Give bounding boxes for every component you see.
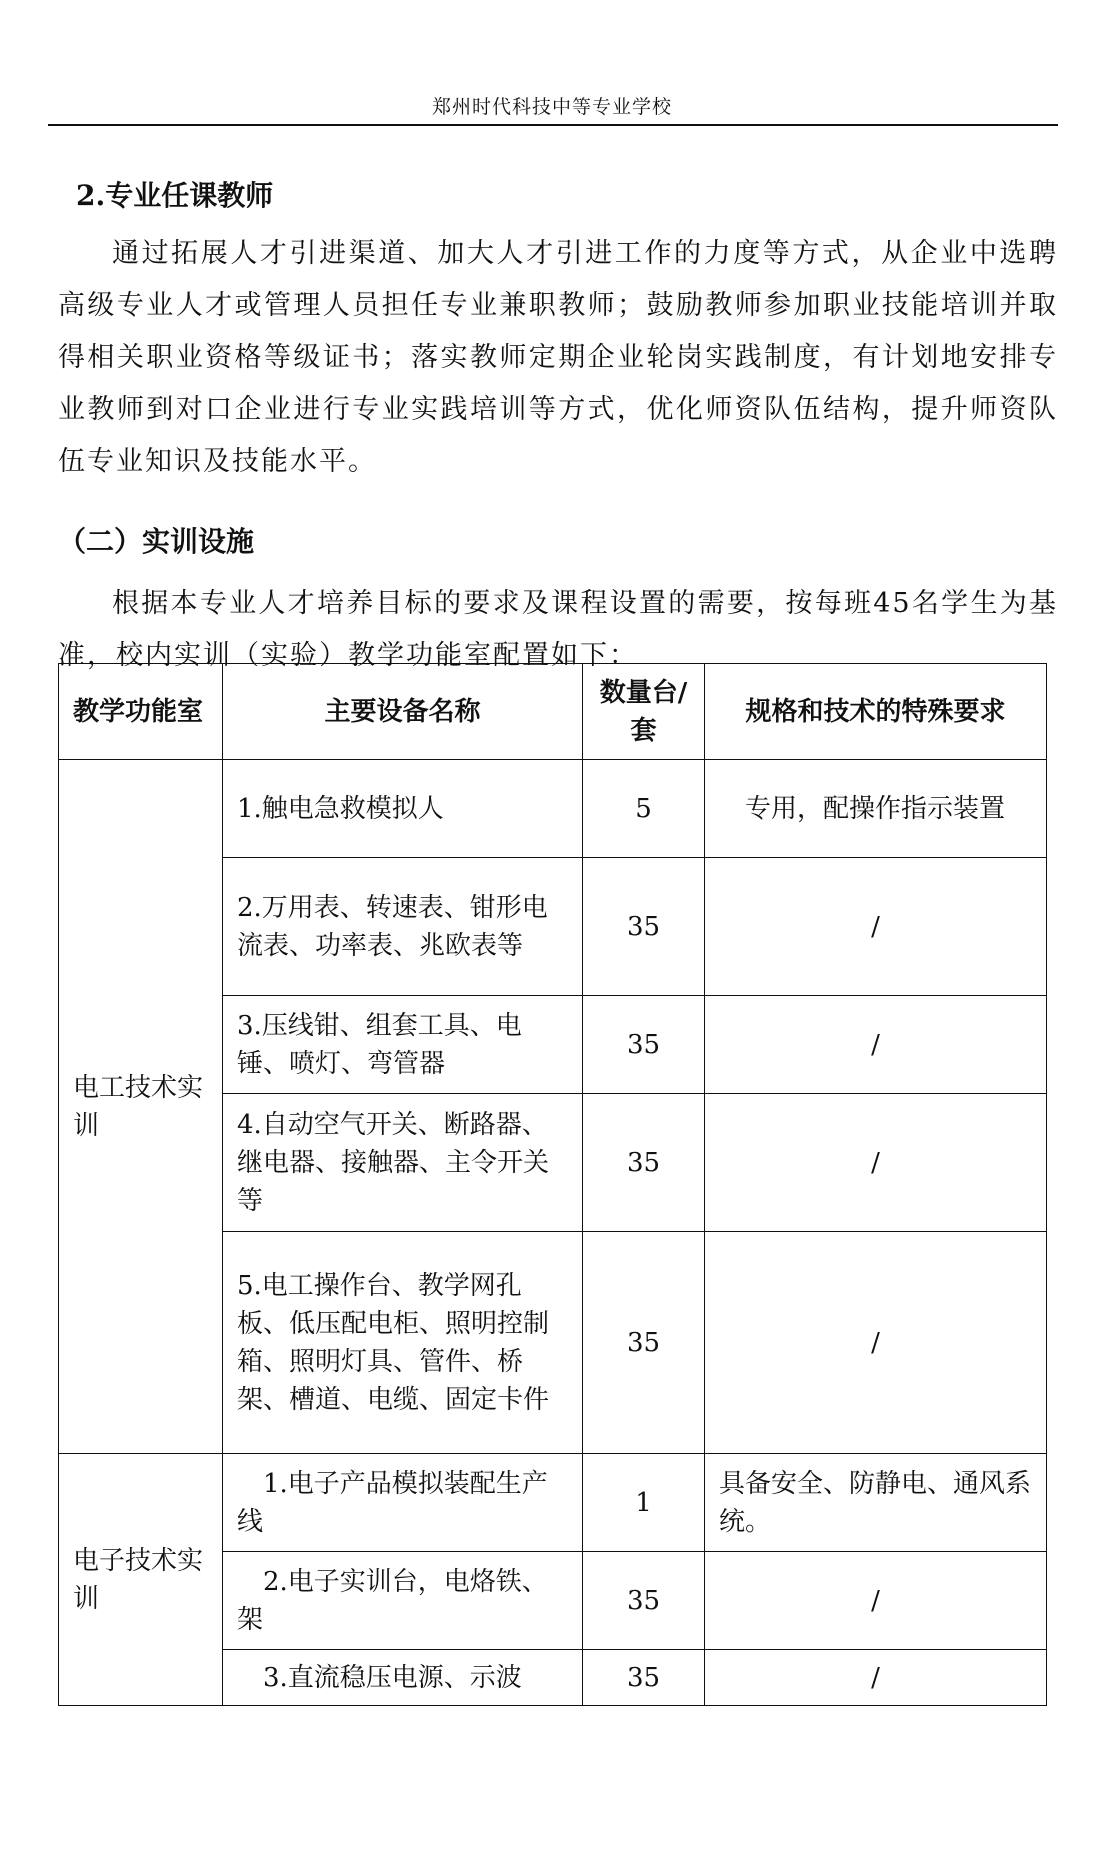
facilities-paragraph: 根据本专业人才培养目标的要求及课程设置的需要，按每班45名学生为基准，校内实训（实验）教学功能室配置如下： [58,588,1058,671]
table-row [59,760,1047,858]
header-room: 教学功能室 [59,664,223,760]
qty-cell: 35 [583,858,705,996]
section-heading-teachers: 2.专业任课教师 [76,179,274,212]
spec-cell: / [705,1552,1047,1650]
equipment-cell: 1.触电急救模拟人 [223,760,583,858]
spec-cell: 专用，配操作指示装置 [705,760,1047,858]
spec-cell: / [705,996,1047,1094]
room-cell: 电子技术实训 [59,1454,223,1706]
table-header-row [59,664,1047,760]
equipment-cell: 3.压线钳、组套工具、电锤、喷灯、弯管器 [223,996,583,1094]
header-equipment: 主要设备名称 [223,664,583,760]
header-spec: 规格和技术的特殊要求 [705,664,1047,760]
spec-cell: / [705,1232,1047,1454]
equipment-cell: 3.直流稳压电源、示波 [223,1650,583,1706]
table-row [59,1454,1047,1552]
equipment-cell: 1.电子产品模拟装配生产线 [223,1454,583,1552]
equipment-cell: 5.电工操作台、教学网孔板、低压配电柜、照明控制箱、照明灯具、管件、桥架、槽道、电缆、固定卡件 [223,1232,583,1454]
spec-cell: / [705,1094,1047,1232]
header-rule [48,124,1058,126]
equipment-cell: 4.自动空气开关、断路器、继电器、接触器、主令开关等 [223,1094,583,1232]
qty-cell: 35 [583,996,705,1094]
qty-cell: 35 [583,1094,705,1232]
spec-cell: / [705,1650,1047,1706]
qty-cell: 35 [583,1552,705,1650]
header-qty: 数量台/套 [583,664,705,760]
page-header: 郑州时代科技中等专业学校 [431,96,672,118]
equipment-cell: 2.电子实训台，电烙铁、架 [223,1552,583,1650]
equipment-cell: 2.万用表、转速表、钳形电流表、功率表、兆欧表等 [223,858,583,996]
qty-cell: 35 [583,1232,705,1454]
qty-cell: 1 [583,1454,705,1552]
room-cell: 电工技术实训 [59,760,223,1454]
facilities-table [58,663,1047,1706]
spec-cell: 具备安全、防静电、通风系统。 [705,1454,1047,1552]
spec-cell: / [705,858,1047,996]
qty-cell: 35 [583,1650,705,1706]
teachers-paragraph: 通过拓展人才引进渠道、加大人才引进工作的力度等方式，从企业中选聘高级专业人才或管理人员担任专业兼职教师；鼓励教师参加职业技能培训并取得相关职业资格等级证书；落实教师定期企业轮岗实践制度，有计划地安排专业教师到对口企业进行专业实践培训等方式，优化师资队伍结构，提升师资队伍专业知识及技能水平。 [58,238,1058,477]
section-heading-facilities: （二）实训设施 [58,525,255,558]
qty-cell: 5 [583,760,705,858]
